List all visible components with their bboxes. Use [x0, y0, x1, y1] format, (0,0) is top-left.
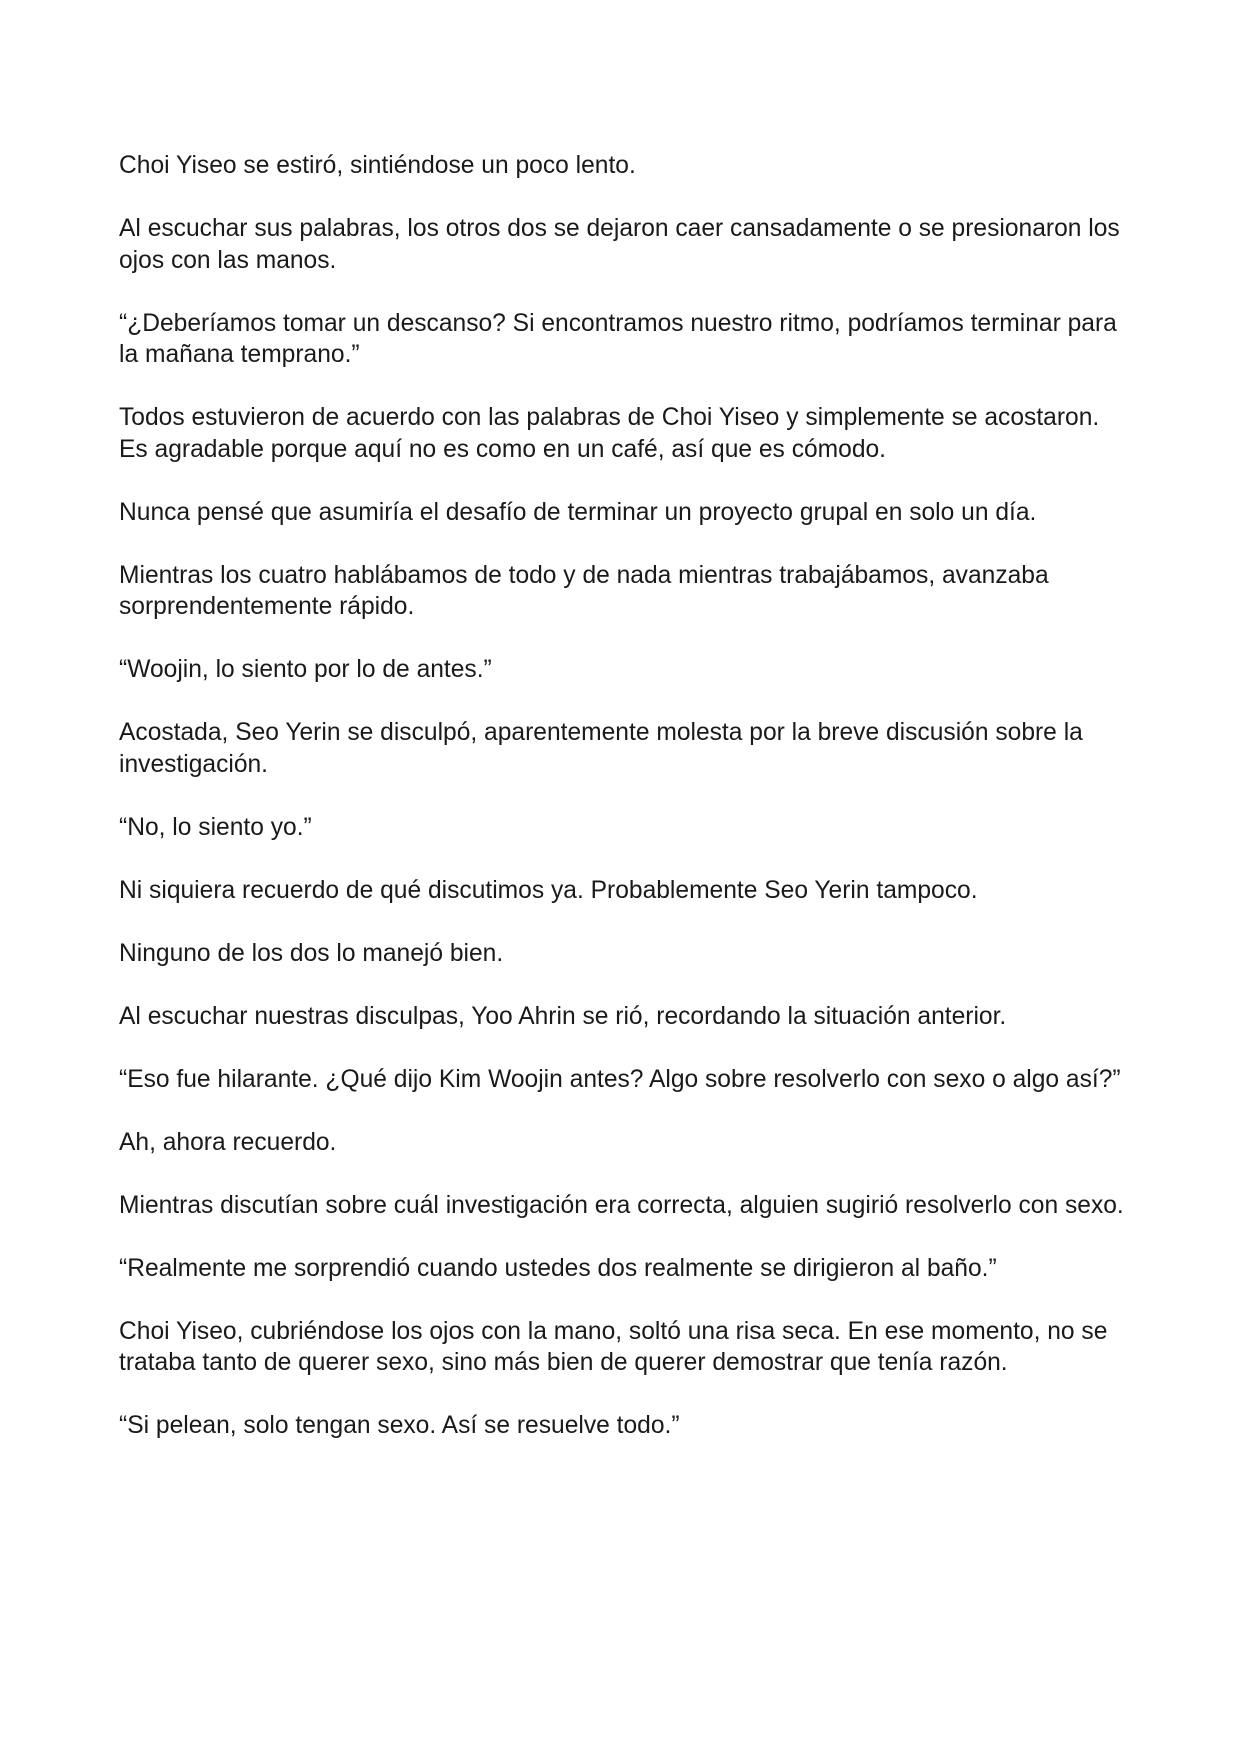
paragraph: “Realmente me sorprendió cuando ustedes dos realmente se dirigieron al baño.”: [119, 1254, 997, 1282]
paragraph: “Woojin, lo siento por lo de antes.”: [119, 656, 492, 683]
paragraph: Todos estuvieron de acuerdo con las palabras de Choi Yiseo y simplemente se acostaron. Es agradable porque aquí no es como en un café, así que es cómodo.: [119, 404, 1100, 463]
paragraph: Ah, ahora recuerdo.: [119, 1128, 337, 1156]
paragraph: Al escuchar nuestras disculpas, Yoo Ahrin se rió, recordando la situación anterior.: [119, 1002, 1007, 1030]
paragraph: Mientras discutían sobre cuál investigación era correcta, alguien sugirió resolverlo con sexo.: [119, 1191, 1124, 1219]
paragraph: “Si pelean, solo tengan sexo. Así se resuelve todo.”: [119, 1412, 680, 1439]
paragraph: Al escuchar sus palabras, los otros dos se dejaron caer cansadamente o se presionaron los ojos con las manos.: [119, 215, 1120, 274]
paragraph: Ninguno de los dos lo manejó bien.: [119, 939, 504, 967]
paragraph: “No, lo siento yo.”: [119, 813, 312, 841]
paragraph: Acostada, Seo Yerin se disculpó, aparentemente molesta por la breve discusión sobre la investigación.: [119, 719, 1083, 778]
paragraph: Mientras los cuatro hablábamos de todo y de nada mientras trabajábamos, avanzaba sorprendentemente rápido.: [119, 561, 1049, 620]
paragraph: Nunca pensé que asumiría el desafío de terminar un proyecto grupal en solo un día.: [119, 498, 1037, 526]
paragraph: Ni siquiera recuerdo de qué discutimos ya. Probablemente Seo Yerin tampoco.: [119, 876, 978, 904]
paragraph: Choi Yiseo, cubriéndose los ojos con la mano, soltó una risa seca. En ese momento, no se trataba tanto de querer sexo, sino más bien de querer demostrar que tenía razón.: [119, 1317, 1108, 1376]
paragraph: “Eso fue hilarante. ¿Qué dijo Kim Woojin antes? Algo sobre resolverlo con sexo o algo así?”: [119, 1065, 1121, 1093]
paragraph: Choi Yiseo se estiró, sintiéndose un poco lento.: [119, 152, 636, 179]
document-body: [119, 150, 1129, 1473]
paragraph: “¿Deberíamos tomar un descanso? Si encontramos nuestro ritmo, podríamos terminar para la mañana temprano.”: [119, 309, 1117, 368]
